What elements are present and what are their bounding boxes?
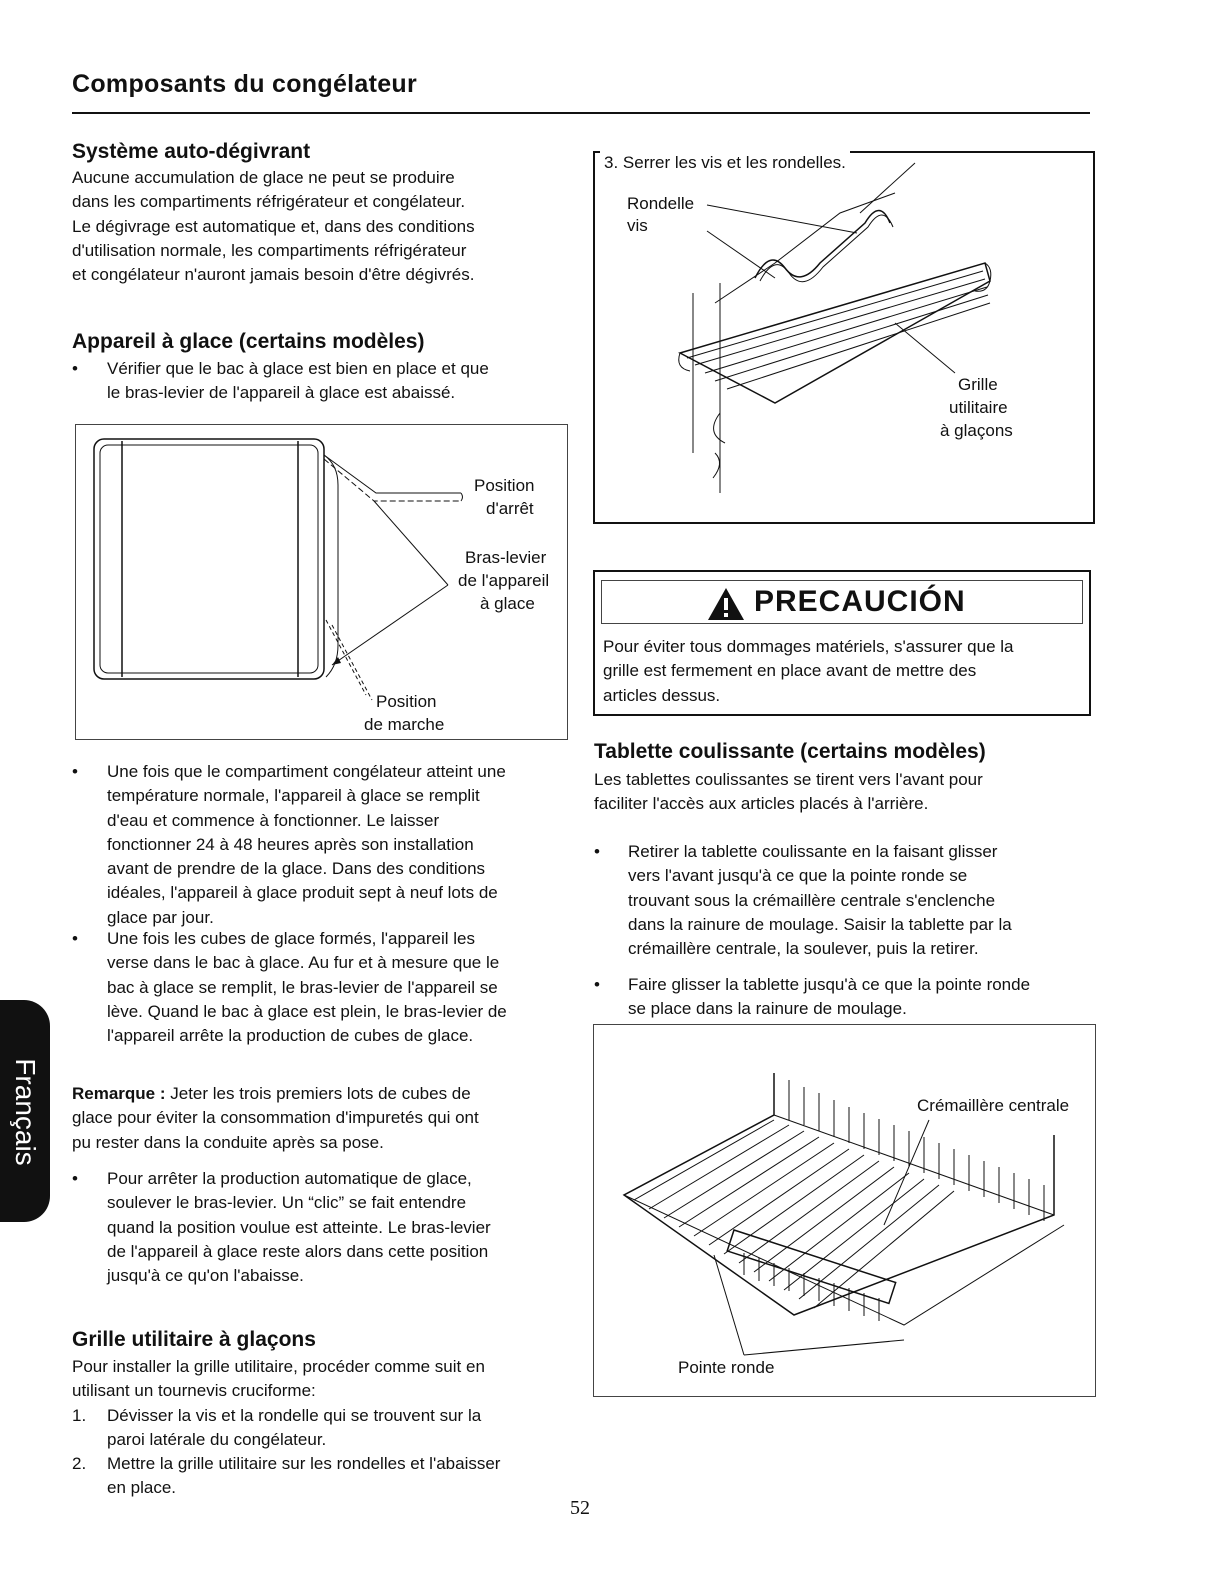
bullet-dot: • (72, 762, 78, 781)
icemaker-heading: Appareil à glace (certains modèles) (72, 330, 425, 353)
shelf-text: Les tablettes coulissantes se tirent vers l'avant pour faciliter l'accès aux articles placés à l'arrière. (594, 770, 983, 814)
on-position-label: Position de marche (364, 692, 445, 734)
rack-heading: Grille utilitaire à glaçons (72, 1328, 316, 1351)
icemaker-bullet1: Vérifier que le bac à glace est bien en place et que le bras-levier de l'appareil à glace est abaissé. (107, 359, 489, 403)
bullet-dot: • (72, 1169, 78, 1188)
rack-step1: Dévisser la vis et la rondelle qui se trouvent sur la paroi latérale du congélateur. (107, 1406, 482, 1450)
page-number: 52 (570, 1497, 590, 1519)
bullet-dot: • (594, 842, 600, 861)
bullet-dot: • (594, 975, 600, 994)
shelf-bullet1: Retirer la tablette coulissante en la faisant glisser vers l'avant jusqu'à ce que la pointe ronde se trouvant sous la crémaillère centrale s'enclenche dans la rainure de moulage. Saisir la tablette par la crémaillère centrale, la soulever, puis la retirer. (628, 842, 1012, 959)
icemaker-bullet3: Une fois les cubes de glace formés, l'appareil les verse dans le bac à glace. Au fur et à mesure que le bac à glace se remplit, le bras-levier de l'appareil se lève. Quand le bac à glace est plein, le bras-levier de l'appareil arrête la production de cubes de glace. (107, 929, 507, 1046)
icemaker-bullet2: Une fois que le compartiment congélateur atteint une température normale, l'appareil à glace se remplit d'eau et commence à fonctionner. Le laisser fonctionner 24 à 48 heures après son installation avant de prendre de la glace. Dans des conditions idéales, l'appareil à glace produit sept à neuf lots de glace par jour. (107, 762, 506, 927)
bullet-dot: • (72, 929, 78, 948)
defrost-heading: Système auto-dégivrant (72, 140, 311, 163)
screw-label: vis (627, 216, 648, 235)
icemaker-bullet4: Pour arrêter la production automatique de glace, soulever le bras-levier. Un “clic” se fait entendre quand la position voulue est atteinte. Le bras-levier de l'appareil à glace reste alors dans cette position jusqu'à ce qu'on l'abaisse. (107, 1169, 491, 1286)
off-position-label: Position d'arrêt (474, 476, 535, 518)
rack-label: Grille utilitaire à glaçons (940, 375, 1013, 440)
step2-number: 2. (72, 1454, 87, 1473)
arm-label: Bras-levier de l'appareil à glace (458, 548, 550, 613)
language-tab (0, 1000, 50, 1222)
caution-header (601, 580, 1083, 624)
fig1-step: 3. Serrer les vis et les rondelles. (600, 151, 850, 174)
round-tip-label: Pointe ronde (675, 1356, 777, 1379)
icemaker-note: Remarque : Jeter les trois premiers lots de cubes de glace pour éviter la consommation d'impuretés qui ont pu rester dans la conduite après sa pose. (72, 1084, 479, 1152)
caution-text: Pour éviter tous dommages matériels, s'assurer que la grille est fermement en place avant de mettre des articles dessus. (603, 637, 1014, 705)
language-tab-label: Français (10, 1058, 41, 1166)
defrost-text: Aucune accumulation de glace ne peut se produire dans les compartiments réfrigérateur et congélateur. Le dégivrage est automatique et, dans des conditions d'utilisation normale, les compartiments réfrigérateur et congélateur n'auront jamais besoin d'être dégivrés. (72, 168, 475, 285)
note-label: Remarque : (72, 1084, 166, 1103)
center-rack-label: Crémaillère centrale (914, 1094, 1072, 1117)
shelf-drawing (594, 1025, 1097, 1398)
rack-text: Pour installer la grille utilitaire, procéder comme suit en utilisant un tournevis cruciforme: (72, 1357, 485, 1401)
shelf-heading: Tablette coulissante (certains modèles) (594, 740, 986, 763)
title-rule (72, 112, 1090, 114)
washer-label: Rondelle (627, 194, 695, 213)
shelf-bullet2: Faire glisser la tablette jusqu'à ce que la pointe ronde se place dans la rainure de moulage. (628, 975, 1031, 1019)
bullet-dot: • (72, 359, 78, 378)
caution-title: PRECAUCIÓN (754, 585, 966, 618)
step1-number: 1. (72, 1406, 87, 1425)
warning-icon (706, 586, 746, 627)
rack-step2: Mettre la grille utilitaire sur les rondelles et l'abaisser en place. (107, 1454, 501, 1498)
shelf-figure (593, 1024, 1096, 1397)
page-title: Composants du congélateur (72, 70, 418, 98)
caution-box (593, 570, 1091, 716)
